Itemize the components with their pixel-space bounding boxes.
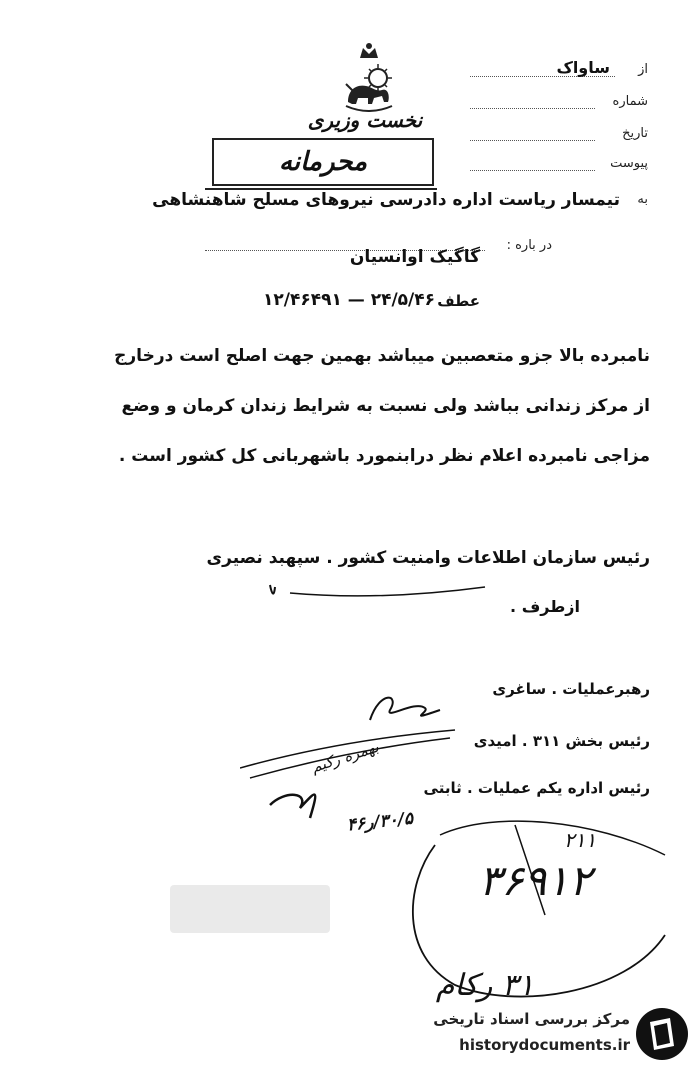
signature-line-1: رئیس سازمان اطلاعات وامنیت کشور . سپهبد نصیری [206, 548, 650, 568]
confidential-stamp-text: محرمانه [278, 147, 368, 177]
watermark-title: مرکز بررسی اسناد تاریخی [433, 1010, 630, 1028]
recipient-text: تیمسار ریاست اداره دادرسی نیروهای مسلح شاهنشاهی [152, 190, 620, 210]
number-label: شماره [612, 94, 648, 109]
faded-stamp-blur [170, 885, 330, 933]
signature-line-2: ازطرف . [510, 597, 580, 616]
body-line-3: مزاجی نامبرده اعلام نظر درابنمورد باشهربانی کل کشور است . [118, 446, 650, 466]
recipient-prefix: به [637, 192, 648, 207]
lion-and-sun-emblem [338, 40, 400, 112]
handwritten-small-note: بهمره رکیم [309, 737, 381, 777]
body-line-2: از مرکز زندانی بباشد ولی نسبت به شرایط زندان کرمان و وضع [121, 396, 650, 416]
official-3: رئیس اداره یکم عملیات . ثابتی [423, 779, 650, 797]
handwritten-big-number: ۳۶۹۱۲ [478, 856, 592, 905]
office-title: نخست وزیری [307, 108, 423, 132]
from-label: از [638, 62, 648, 77]
subject-label: در باره : [506, 238, 552, 253]
handwritten-small-number: ۲۱۱ [563, 828, 597, 852]
reference-label: عطف [437, 292, 480, 310]
body-line-1: نامبرده بالا جزو متعصبین میباشد بهمین جهت اصلح است درخارج [114, 346, 650, 366]
date-label: تاریخ [622, 126, 648, 141]
reference-text: ۱۲/۴۶۴۹۱ — ۲۴/۵/۴۶ [263, 290, 435, 310]
from-value: ساواک [556, 58, 610, 77]
confidential-stamp [212, 138, 434, 186]
attachment-dots [470, 170, 595, 171]
official-2: رئیس بخش ۳۱۱ . امیدی [473, 732, 650, 750]
signature-mark [260, 575, 490, 615]
watermark-logo-icon [634, 1006, 690, 1062]
attachment-label: پیوست [610, 156, 648, 171]
date-dots [470, 140, 595, 141]
handwritten-date-note: ۳۰/۵/ر۴۶ [345, 808, 415, 836]
watermark-url: historydocuments.ir [459, 1036, 630, 1054]
subject-text: گاگیک اوانسیان [349, 247, 480, 267]
official-1: رهبرعملیات . ساغری [492, 680, 650, 698]
handwritten-bottom-number: ۳۱ رکام [435, 968, 535, 1003]
number-dots [470, 108, 595, 109]
